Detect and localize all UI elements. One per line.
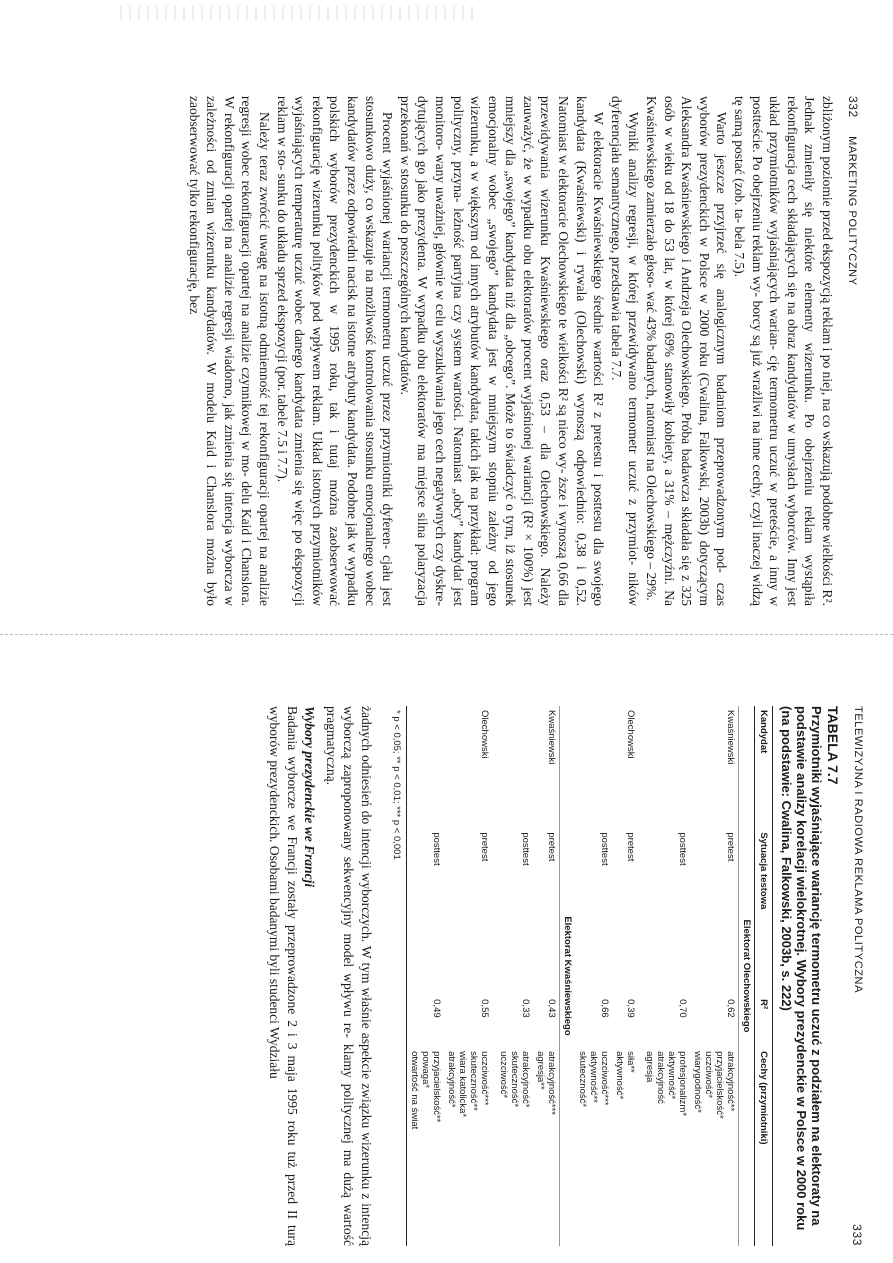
paragraph: zbliżonym poziomie przed ekspozycją reklam i po niej, na co wskazują podobne wielkości R². Jednak zmieniły się niektóre elementy wizerunku. Po obejrzeniu reklam wystąpiła rekonfiguracja cech składających się na obraz kandydatów w umysłach wyborców. Inny jest układ przymiotników wyjaśniających warian- cję termometru uczuć w preteście, a inny w postteście. Po obejrzeniu reklam wy- borcy są już wrażliwi na inne cechy, czyli inaczej widzą tę samą postać (zob. ta- bela 7.5).	[732, 96, 835, 606]
cell-r2: 0,66	[599, 999, 610, 1018]
trait: atrakcyjność*	[446, 1051, 457, 1108]
cell-situation: pretest	[479, 832, 490, 862]
cell-candidate	[496, 706, 533, 828]
cell-traits	[444, 1047, 496, 1246]
cell-situation: posttest	[599, 832, 610, 866]
data-table	[407, 706, 773, 1246]
trait: wiarygodność*	[692, 1051, 703, 1113]
trait: uczciwość*	[498, 1051, 509, 1099]
table-label: TABELA 7.7	[825, 706, 841, 785]
trait: atrakcyjność	[655, 1051, 666, 1104]
column-header: Cechy (przymiotniki)	[755, 1047, 773, 1246]
paragraph: Procent wyjaśnionej wariancji termometru uczuć przez przymiotniki dyferen- cjału jest stosunkowo duży, co wskazuje na możliwość kontrolowania stosunku emocjonalnego wobec kandydatów przez odpowiedni nacisk na istotne atrybuty kandydata. Podobne jak w wypadku polskich wyborów prezydenckich w 1995 roku, tak i tutaj można zaobserwować rekonfigurację wizerunku polityków pod wpływem reklam. Układ istotnych przymiotników wyjaśniających temperaturę uczuć wobec danego kandydata zmienia się więc po ekspozycji reklam w sto- sunku do układu sprzed ekspozycji (por. tabele 7.5 i 7.7).	[274, 96, 396, 606]
paragraph: W elektoracie Kwaśniewskiego średnie wartości R² z pretestu i posttestu dla swojego kandydata (Kwaśniewski) i rywala (Olechowski) wynoszą odpowiednio: 0,38 i 0,52. Natomiast w elektoracie Olechowskiego te wielkości R² są nieco wy- ższe i wynoszą 0,66 dla przewidywania wizerunku Kwaśniewskiego oraz 0,53 – dla Olechowskiego. Należy zauważyć, że w wypadku obu elektoratów procent wyjaśnionej wariancji (R² × 100%) jest mniejszy dla „swojego” kandydata niż dla „obcego”. Może to świadczyć o tym, iż stosunek emocjonalny wobec „swojego” kandydata jest w mniejszym stopniu zależny od jego wizerunku, a w większym od innych atrybutów kandydata, takich jak na przykład: program polityczny, przyna- leżność partyjna czy system wartości. Natomiast „obcy” kandydat jest monitoro- wany uważniej, głównie w celu wyszukiwania jego cech negatywnych czy dyskre- dytujących go jako prezydenta. W wypadku obu elektoratów ma miejsce silna polaryzacja przekonań w stosunku do poszczególnych kandydatów.	[397, 96, 607, 606]
body-text	[265, 706, 375, 1246]
table-header-row	[755, 706, 773, 1246]
trait: atrakcyjność*	[520, 1051, 531, 1108]
trait: przyjacielskość*	[714, 1051, 725, 1119]
cell-candidate: Olechowski	[625, 710, 636, 759]
cell-traits	[575, 1047, 612, 1246]
table-caption	[779, 706, 840, 1246]
table-row	[690, 706, 739, 1246]
column-header: R²	[755, 995, 773, 1047]
cell-situation: posttest	[677, 832, 688, 866]
page-333-content	[74, 706, 864, 1246]
cell-traits	[612, 1047, 642, 1246]
cell-r2: 0,55	[479, 999, 490, 1018]
page-333	[0, 636, 893, 1263]
cell-r2: 0,33	[520, 999, 531, 1018]
page-332-content	[80, 96, 860, 606]
table-row	[407, 706, 444, 1246]
cell-candidate	[642, 706, 690, 828]
table-row	[533, 706, 560, 1246]
trait: otwartość na świat	[409, 1051, 420, 1130]
table-note: * p < 0,05; ** p < 0,01; *** p < 0,001	[387, 706, 407, 1246]
cell-situation: pretest	[725, 832, 736, 862]
table-row	[642, 706, 690, 1246]
cell-traits	[642, 1047, 690, 1246]
column-header: Kandydat	[755, 706, 773, 828]
trait: atrakcyjność**	[725, 1051, 736, 1112]
cell-situation: posttest	[520, 832, 531, 866]
table-row	[444, 706, 496, 1246]
trait: agresja	[644, 1051, 655, 1083]
trait: skuteczność*	[577, 1051, 588, 1108]
trait: uczciwość***	[479, 1051, 490, 1106]
paragraph: Badania wyborcze we Francji zostały przeprowadzone 2 i 3 maja 1995 roku tuż przed II turą wyborów prezydenckich. Osobami badanymi byli studenci Wydziału	[267, 706, 300, 1246]
page-gutter	[0, 634, 893, 635]
cell-r2: 0,39	[625, 999, 636, 1018]
trait: powaga*	[420, 1051, 431, 1089]
paragraph: żadnych odniesień do intencji wyborczych. W tym właśnie aspekcie związku wizerunku z intencją wyborczą zaproponowany sekwencyjny model wpływu re- klamy politycznej ma dużą wartość pragmatyczną.	[323, 706, 374, 1246]
table-body	[407, 706, 755, 1246]
header-title: MARKETING POLITYCZNY	[846, 136, 858, 286]
table-row	[612, 706, 642, 1246]
cell-candidate	[407, 706, 444, 828]
section-label: Elektorat Kwaśniewskiego	[560, 706, 576, 1246]
page-number: 333	[850, 1224, 864, 1246]
running-header	[846, 96, 860, 606]
cell-traits	[533, 1047, 560, 1246]
paragraph: Wyniki analizy regresji, w której przewidywano termometr uczuć z przymiot- ników dyferencjału semantycznego, przedstawia tabela 7.7.	[608, 96, 642, 606]
section-label: Elektorat Olechowskiego	[739, 706, 755, 1246]
table-row	[496, 706, 533, 1246]
trait: uczciwość*	[703, 1051, 714, 1099]
trait: skuteczność*	[509, 1051, 520, 1108]
cell-situation: pretest	[625, 832, 636, 862]
cell-candidate: Kwaśniewski	[546, 710, 557, 765]
table-row	[575, 706, 612, 1246]
cell-traits	[690, 1047, 739, 1246]
trait: agresja**	[535, 1051, 546, 1090]
header-left-group	[846, 96, 860, 286]
header-title: TELEWIZYJNA I RADIOWA REKLAMA POLITYCZNA	[852, 706, 864, 994]
trait: aktywność*	[666, 1051, 677, 1100]
cell-candidate: Kwaśniewski	[725, 710, 736, 765]
paragraph: Warto jeszcze przyjrzeć się analogicznym badaniom przeprowadzonym pod- czas wyborów prezydenckich w Polsce w 2000 roku (Cwalina, Falkowski, 2003b) dotyczącym Aleksandra Kwaśniewskiego i Andrzeja Olechowskiego. Próba badawcza składała się z 325 osób w wieku od 18 do 53 lat, w której 69% stanowiły kobiety, a 31% – mężczyźni. Na Kwaśniewskiego zamierzało głoso- wać 43% badanych, natomiast na Olechowskiego – 29%.	[644, 96, 730, 606]
cell-traits	[496, 1047, 533, 1246]
table-title: Przymiotniki wyjaśniające wariancję termometru uczuć z podziałem na elektoraty na podstawie analizy korelacji wielokrotnej. Wybory prezydenckie w Polsce w 2000 roku (na podstawie: Cwalina, Falkowski, 2003b, s. 222)	[779, 706, 824, 1231]
table-section-row	[560, 706, 576, 1246]
trait: siła**	[625, 1051, 636, 1073]
trait: wiara katolicka*	[457, 1051, 468, 1118]
trait: przyjacielskość**	[431, 1051, 442, 1123]
cell-r2: 0,43	[546, 999, 557, 1018]
table-section-row	[739, 706, 755, 1246]
column-header: Sytuacja testowa	[755, 828, 773, 995]
trait: uczciwość***	[599, 1051, 610, 1106]
trait: profesjonalizm*	[677, 1051, 688, 1117]
cell-situation: pretest	[546, 832, 557, 862]
trait: aktywność*	[614, 1051, 625, 1100]
cell-situation: posttest	[431, 832, 442, 866]
section-heading: Wybory prezydenckie we Francji	[302, 706, 318, 888]
page-number: 332	[846, 96, 860, 118]
body-text	[185, 96, 836, 606]
trait: skuteczność**	[468, 1051, 479, 1111]
cell-r2: 0,49	[431, 999, 442, 1018]
paragraph: Należy teraz zwrócić uwagę na istotną odmienność tej rekonfiguracji opartej na analizie regresji wobec rekonfiguracji opartej na analizie czynnikowej w mo- delu Kaid i Chanslora. W rekonfiguracji opartej na analizie regresji wiadomo, jak zmienia się intencja wyborcza w zależności od zmian wizerunku kandydatów. W modelu Kaid i Chanslora można było zaobserwować tylko rekonfigurację, bez	[186, 96, 272, 606]
cell-r2: 0,62	[725, 999, 736, 1018]
running-header	[850, 706, 864, 1246]
trait: aktywność**	[588, 1051, 599, 1103]
trait: atrakcyjność***	[546, 1051, 557, 1115]
cell-candidate	[575, 706, 612, 828]
cell-candidate: Olechowski	[479, 710, 490, 759]
cell-r2: 0,70	[677, 999, 688, 1018]
cell-traits	[407, 1047, 444, 1246]
